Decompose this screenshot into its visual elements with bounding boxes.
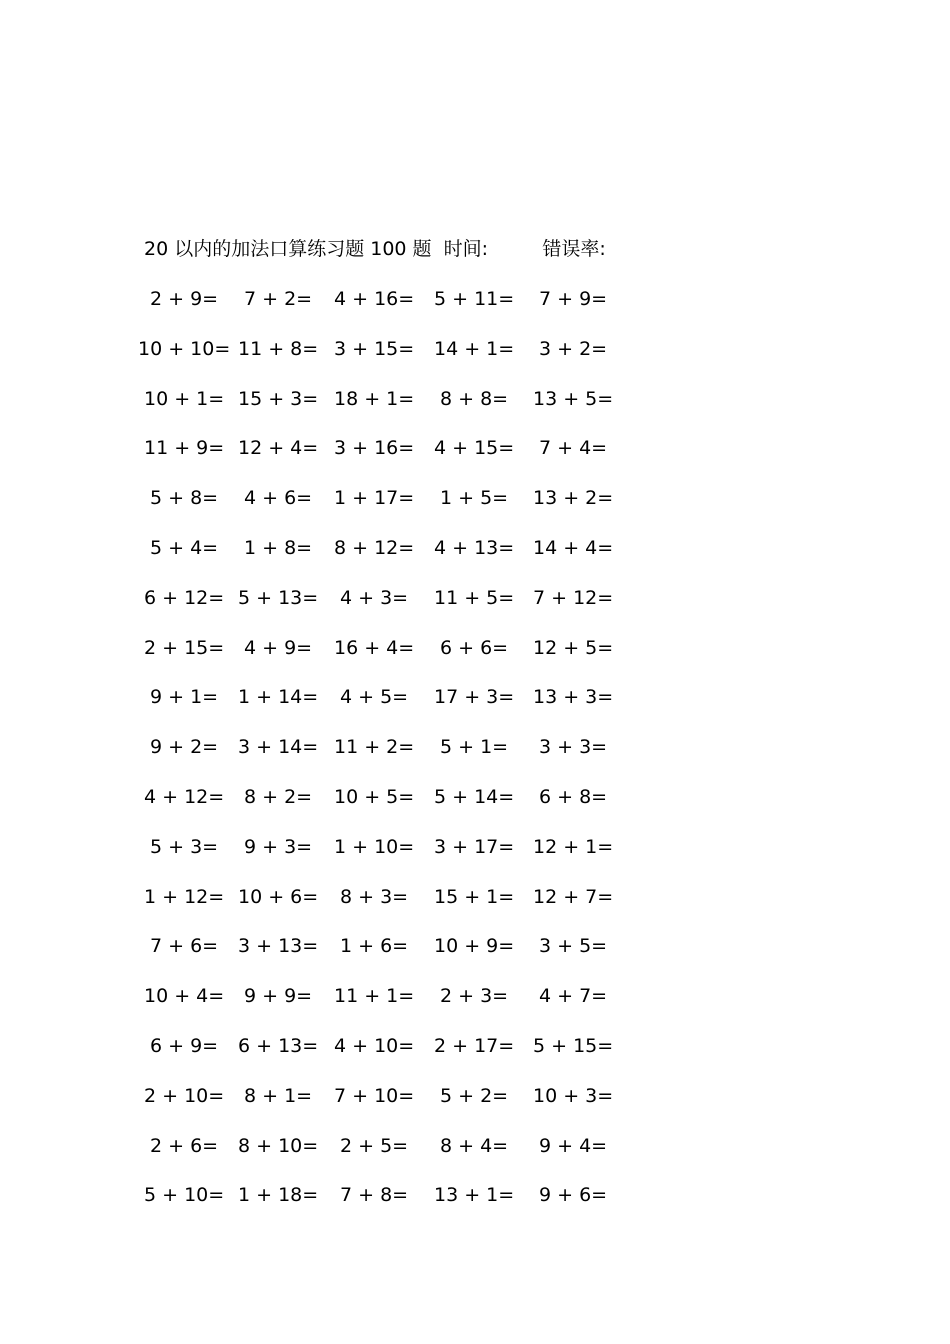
problem-item: 14 + 4= [533, 537, 614, 559]
problem-item: 5 + 15= [533, 1035, 614, 1057]
problem-item: 2 + 5= [340, 1135, 409, 1157]
problem-item: 12 + 7= [533, 886, 614, 908]
problem-item: 15 + 3= [238, 388, 319, 410]
problem-item: 9 + 3= [244, 836, 313, 858]
problem-item: 7 + 4= [539, 437, 608, 459]
problem-item: 6 + 13= [238, 1035, 319, 1057]
problem-item: 10 + 1= [144, 388, 225, 410]
problem-item: 13 + 3= [533, 686, 614, 708]
problem-item: 10 + 9= [434, 935, 515, 957]
problem-item: 9 + 2= [150, 736, 219, 758]
problem-item: 9 + 4= [539, 1135, 608, 1157]
problem-item: 4 + 3= [340, 587, 409, 609]
problem-item: 8 + 8= [440, 388, 509, 410]
problem-item: 1 + 12= [144, 886, 225, 908]
problem-item: 7 + 10= [334, 1085, 415, 1107]
problem-item: 9 + 1= [150, 686, 219, 708]
problem-item: 3 + 15= [334, 338, 415, 360]
problem-item: 7 + 8= [340, 1184, 409, 1206]
problem-item: 11 + 9= [144, 437, 225, 459]
problem-item: 11 + 2= [334, 736, 415, 758]
problem-item: 4 + 15= [434, 437, 515, 459]
problem-item: 3 + 2= [539, 338, 608, 360]
problem-item: 2 + 9= [150, 288, 219, 310]
time-label: 时间: [443, 238, 489, 260]
problem-item: 5 + 14= [434, 786, 515, 808]
problem-item: 1 + 14= [238, 686, 319, 708]
problem-item: 4 + 13= [434, 537, 515, 559]
problem-item: 10 + 10= [138, 338, 231, 360]
problem-item: 7 + 12= [533, 587, 614, 609]
problem-item: 2 + 10= [144, 1085, 225, 1107]
problem-item: 5 + 13= [238, 587, 319, 609]
problem-item: 4 + 7= [539, 985, 608, 1007]
problem-item: 1 + 10= [334, 836, 415, 858]
problem-item: 8 + 2= [244, 786, 313, 808]
worksheet-title: 20 以内的加法口算练习题 100 题 [144, 238, 432, 260]
problem-item: 1 + 5= [440, 487, 509, 509]
problem-item: 5 + 2= [440, 1085, 509, 1107]
problem-item: 12 + 1= [533, 836, 614, 858]
problem-item: 3 + 16= [334, 437, 415, 459]
problem-item: 5 + 11= [434, 288, 515, 310]
problem-item: 2 + 6= [150, 1135, 219, 1157]
problem-item: 13 + 1= [434, 1184, 515, 1206]
problem-item: 10 + 5= [334, 786, 415, 808]
problem-item: 11 + 1= [334, 985, 415, 1007]
problem-item: 4 + 6= [244, 487, 313, 509]
problem-item: 7 + 6= [150, 935, 219, 957]
problem-item: 9 + 6= [539, 1184, 608, 1206]
problem-item: 10 + 6= [238, 886, 319, 908]
problem-item: 2 + 3= [440, 985, 509, 1007]
problem-item: 16 + 4= [334, 637, 415, 659]
problem-item: 8 + 3= [340, 886, 409, 908]
problem-item: 6 + 9= [150, 1035, 219, 1057]
problem-item: 9 + 9= [244, 985, 313, 1007]
problem-item: 18 + 1= [334, 388, 415, 410]
problem-item: 11 + 8= [238, 338, 319, 360]
problem-item: 5 + 3= [150, 836, 219, 858]
problem-item: 4 + 16= [334, 288, 415, 310]
problem-item: 7 + 9= [539, 288, 608, 310]
problem-item: 3 + 5= [539, 935, 608, 957]
problem-item: 3 + 14= [238, 736, 319, 758]
problem-item: 8 + 4= [440, 1135, 509, 1157]
problem-item: 5 + 8= [150, 487, 219, 509]
problem-item: 15 + 1= [434, 886, 515, 908]
problem-item: 4 + 9= [244, 637, 313, 659]
problem-item: 10 + 4= [144, 985, 225, 1007]
problem-item: 1 + 18= [238, 1184, 319, 1206]
problem-item: 3 + 3= [539, 736, 608, 758]
problem-item: 4 + 12= [144, 786, 225, 808]
problem-item: 2 + 17= [434, 1035, 515, 1057]
problem-item: 12 + 5= [533, 637, 614, 659]
problem-item: 8 + 1= [244, 1085, 313, 1107]
problem-item: 3 + 13= [238, 935, 319, 957]
problem-item: 1 + 17= [334, 487, 415, 509]
problem-item: 8 + 12= [334, 537, 415, 559]
problem-item: 6 + 12= [144, 587, 225, 609]
problem-item: 6 + 6= [440, 637, 509, 659]
problem-item: 6 + 8= [539, 786, 608, 808]
problem-item: 1 + 8= [244, 537, 313, 559]
problem-item: 5 + 4= [150, 537, 219, 559]
problem-item: 4 + 10= [334, 1035, 415, 1057]
problem-item: 13 + 2= [533, 487, 614, 509]
problem-item: 11 + 5= [434, 587, 515, 609]
problem-item: 14 + 1= [434, 338, 515, 360]
problem-item: 2 + 15= [144, 637, 225, 659]
problem-item: 7 + 2= [244, 288, 313, 310]
problem-item: 1 + 6= [340, 935, 409, 957]
problem-item: 3 + 17= [434, 836, 515, 858]
problem-item: 8 + 10= [238, 1135, 319, 1157]
problem-item: 5 + 10= [144, 1184, 225, 1206]
problem-item: 4 + 5= [340, 686, 409, 708]
problem-item: 17 + 3= [434, 686, 515, 708]
problem-item: 10 + 3= [533, 1085, 614, 1107]
problem-item: 12 + 4= [238, 437, 319, 459]
problem-item: 13 + 5= [533, 388, 614, 410]
problem-item: 5 + 1= [440, 736, 509, 758]
error-rate-label: 错误率: [542, 238, 606, 260]
